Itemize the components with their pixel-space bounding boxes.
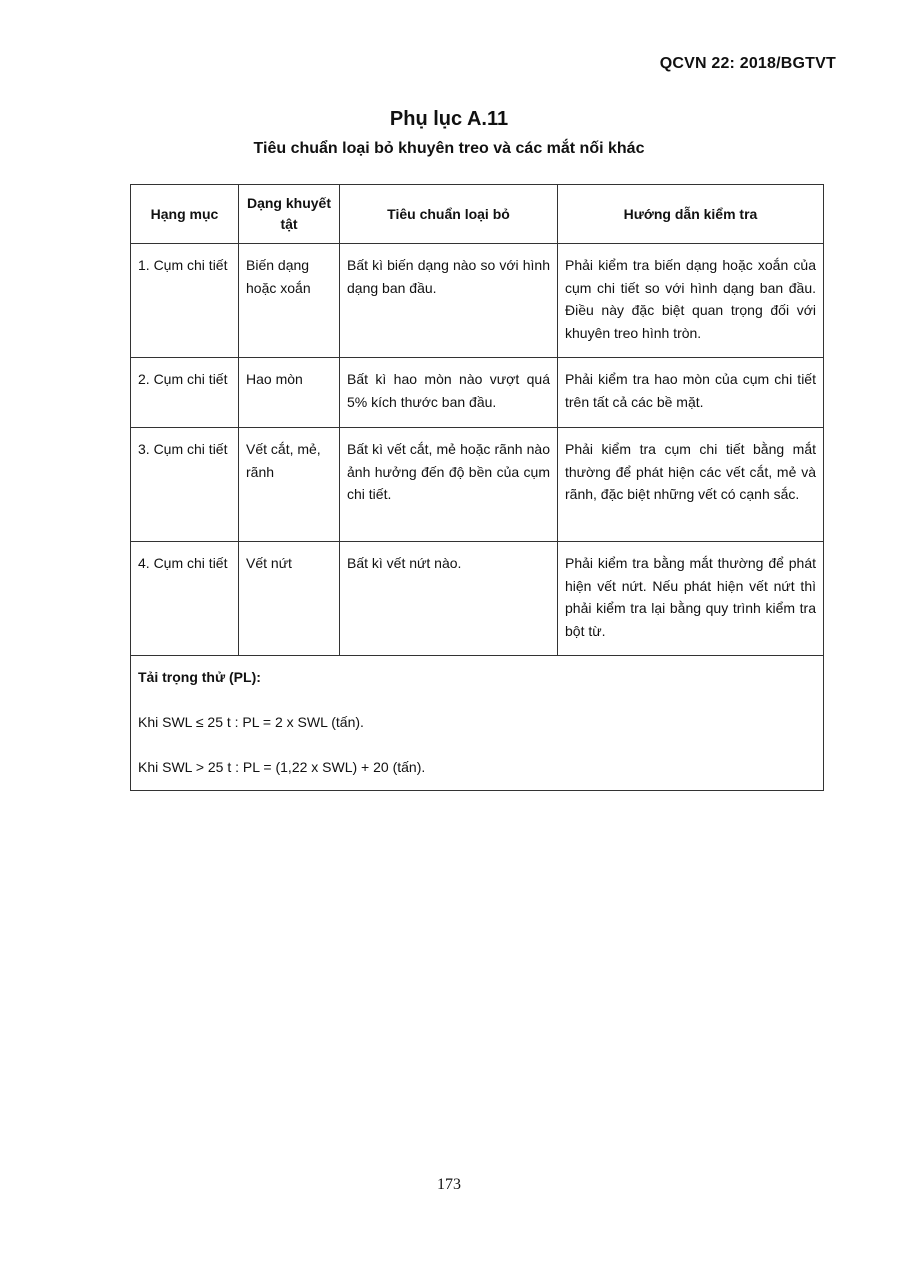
test-load-note-row <box>131 656 824 791</box>
header-item: Hạng mục <box>131 185 239 244</box>
test-load-title: Tải trọng thử (PL): <box>138 669 261 685</box>
appendix-subtitle: Tiêu chuẩn loại bỏ khuyên treo và các mắt nối khác <box>253 140 645 157</box>
table-row <box>131 244 824 358</box>
test-load-note <box>131 656 824 791</box>
rejection-criteria-table <box>130 184 824 791</box>
cell-defect: Hao mòn <box>239 358 340 428</box>
table-row <box>131 542 824 656</box>
cell-criteria: Bất kì hao mòn nào vượt quá 5% kích thước ban đầu. <box>340 358 558 428</box>
table-row <box>131 358 824 428</box>
cell-defect: Vết nứt <box>239 542 340 656</box>
header-defect: Dạng khuyết tật <box>239 185 340 244</box>
table-header-row <box>131 185 824 244</box>
cell-guide: Phải kiểm tra hao mòn của cụm chi tiết trên tất cả các bề mặt. <box>558 358 824 428</box>
cell-criteria: Bất kì vết nứt nào. <box>340 542 558 656</box>
cell-item: 3. Cụm chi tiết <box>131 428 239 542</box>
cell-item: 1. Cụm chi tiết <box>131 244 239 358</box>
cell-criteria: Bất kì vết cắt, mẻ hoặc rãnh nào ảnh hưởng đến độ bền của cụm chi tiết. <box>340 428 558 542</box>
table-row <box>131 428 824 542</box>
page-number: 173 <box>437 1176 461 1193</box>
cell-item: 2. Cụm chi tiết <box>131 358 239 428</box>
test-load-formula-1: Khi SWL ≤ 25 t : PL = 2 x SWL (tấn). <box>138 714 364 730</box>
cell-item: 4. Cụm chi tiết <box>131 542 239 656</box>
cell-criteria: Bất kì biến dạng nào so với hình dạng ban đầu. <box>340 244 558 358</box>
cell-defect: Biến dạng hoặc xoắn <box>239 244 340 358</box>
cell-defect: Vết cắt, mẻ, rãnh <box>239 428 340 542</box>
cell-guide: Phải kiểm tra cụm chi tiết bằng mắt thường để phát hiện các vết cắt, mẻ và rãnh, đặc biệt những vết có cạnh sắc. <box>558 428 824 542</box>
document-code: QCVN 22: 2018/BGTVT <box>659 55 836 72</box>
cell-guide: Phải kiểm tra biến dạng hoặc xoắn của cụm chi tiết so với hình dạng ban đầu. Điều này đặc biệt quan trọng đối với khuyên treo hình tròn. <box>558 244 824 358</box>
cell-guide: Phải kiểm tra bằng mắt thường để phát hiện vết nứt. Nếu phát hiện vết nứt thì phải kiểm tra lại bằng quy trình kiểm tra bột từ. <box>558 542 824 656</box>
appendix-title: Phụ lục A.11 <box>389 108 509 130</box>
header-criteria: Tiêu chuẩn loại bỏ <box>340 185 558 244</box>
header-guide: Hướng dẫn kiểm tra <box>558 185 824 244</box>
test-load-formula-2: Khi SWL > 25 t : PL = (1,22 x SWL) + 20 (tấn). <box>138 759 426 775</box>
